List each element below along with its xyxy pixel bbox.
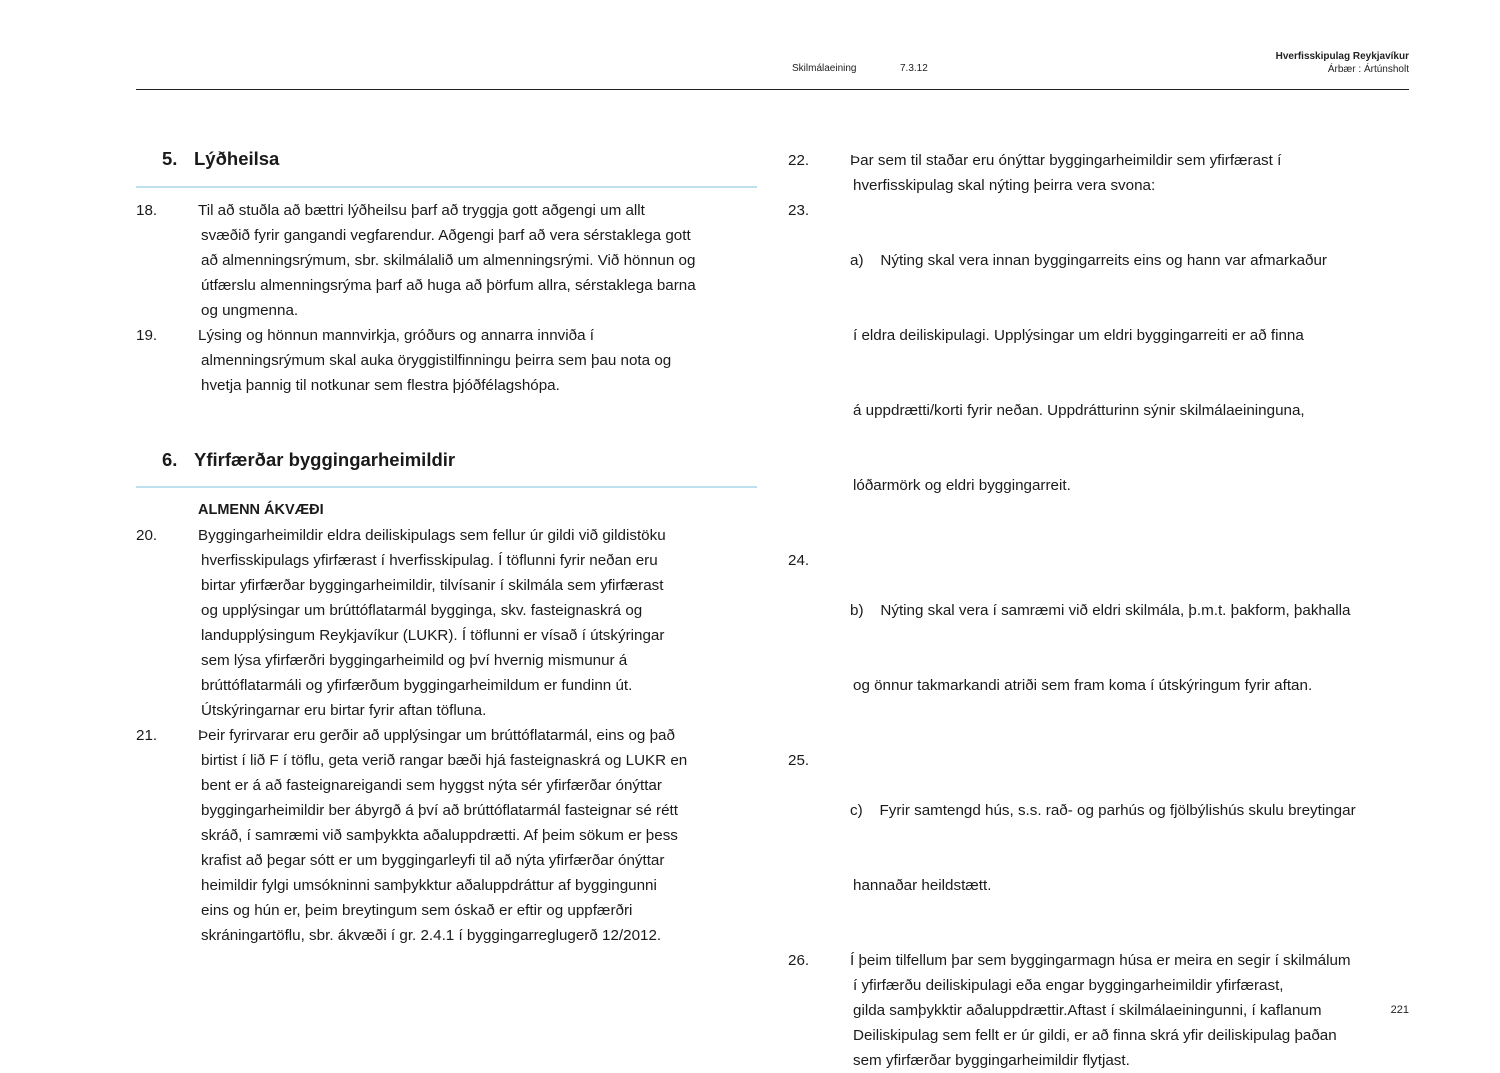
item-text-line: Þar sem til staðar eru ónýttar byggingarheimildir sem yfirfærast í <box>850 152 1282 169</box>
section-5-items <box>136 198 776 398</box>
item-text-line: svæðið fyrir gangandi vegfarendur. Aðgengi þarf að vera sérstaklega gott <box>201 227 691 244</box>
item-text-line: sem lýsa yfirfærðri byggingarheimild og því hvernig mismunur á <box>201 652 628 669</box>
item-text-line: c) Fyrir samtengd hús, s.s. rað- og parhús og fjölbýlishús skulu breytingar <box>850 802 1356 819</box>
item-text-line: Þeir fyrirvarar eru gerðir að upplýsingar um brúttóflatarmál, eins og það <box>198 727 675 744</box>
list-item-22 <box>788 148 1428 198</box>
item-text-line: birtar yfirfærðar byggingarheimildir, tilvísanir í skilmála sem yfirfærast <box>201 577 664 594</box>
item-text-line: hverfisskipulag skal nýting þeirra vera svona: <box>853 177 1156 194</box>
section-5-divider <box>136 186 757 188</box>
section-6-heading <box>162 449 455 471</box>
item-text-line: skráningartöflu, sbr. ákvæði í gr. 2.4.1 í byggingarreglugerð 12/2012. <box>201 927 662 944</box>
list-item-18 <box>136 198 776 323</box>
item-text-line: og ungmenna. <box>201 302 299 319</box>
section-6-number: 6. <box>162 449 178 470</box>
item-number: 25. <box>788 752 810 769</box>
list-item-19 <box>136 323 776 398</box>
list-item-25 <box>788 748 1428 948</box>
list-item-21 <box>136 723 776 948</box>
item-text-line: landupplýsingum Reykjavíkur (LUKR). Í töflunni er vísað í útskýringar <box>201 627 665 644</box>
item-text-line: í yfirfærðu deiliskipulagi eða engar byggingarheimildir yfirfærast, <box>853 977 1284 994</box>
list-item-26 <box>788 948 1428 1073</box>
item-number: 18. <box>136 202 158 219</box>
item-text-line: og önnur takmarkandi atriði sem fram koma í útskýringum fyrir aftan. <box>853 677 1313 694</box>
list-item-23 <box>788 198 1428 548</box>
item-text-line: Byggingarheimildir eldra deiliskipulags sem fellur úr gildi við gildistöku <box>198 527 666 544</box>
header-unit-label: Skilmálaeining <box>792 63 857 74</box>
section-6-divider <box>136 486 757 488</box>
item-text-line: á uppdrætti/korti fyrir neðan. Uppdrátturinn sýnir skilmálaeininguna, <box>853 402 1305 419</box>
right-column-items <box>788 148 1428 1073</box>
item-text-line: birtist í lið F í töflu, geta verið rangar bæði hjá fasteignaskrá og LUKR en <box>201 752 688 769</box>
item-text-line: Útskýringarnar eru birtar fyrir aftan töfluna. <box>201 702 487 719</box>
item-text-line: Lýsing og hönnun mannvirkja, gróðurs og annarra innviða í <box>198 327 594 344</box>
item-text-line: bent er á að fasteignareigandi sem hyggst nýta sér yfirfærðar ónýttar <box>201 777 662 794</box>
item-text-line: lóðarmörk og eldri byggingarreit. <box>853 477 1071 494</box>
subheading-general-provisions: ALMENN ÁKVÆÐI <box>198 502 324 518</box>
item-text-line: að almenningsrýmum, sbr. skilmálalið um almenningsrými. Við hönnun og <box>201 252 696 269</box>
section-5-title: Lýðheilsa <box>194 148 280 169</box>
item-text-line: hverfisskipulags yfirfærast í hverfisskipulag. Í töflunni fyrir neðan eru <box>201 552 658 569</box>
item-text-line: Í þeim tilfellum þar sem byggingarmagn húsa er meira en segir í skilmálum <box>850 952 1351 969</box>
header-document-title <box>1276 50 1409 76</box>
page-number: 221 <box>1390 1004 1409 1016</box>
item-text-line: og upplýsingar um brúttóflatarmál bygginga, skv. fasteignaskrá og <box>201 602 643 619</box>
item-text-line: Til að stuðla að bættri lýðheilsu þarf að tryggja gott aðgengi um allt <box>198 202 645 219</box>
item-text-line: hvetja þannig til notkunar sem flestra þjóðfélagshópa. <box>201 377 560 394</box>
item-text-line: sem yfirfærðar byggingarheimildir flytjast. <box>853 1052 1130 1069</box>
item-text-line: byggingarheimildir ber ábyrgð á því að brúttóflatarmál fasteignar sé rétt <box>201 802 678 819</box>
item-text-line: skráð, í samræmi við samþykkta aðaluppdrætti. Af þeim sökum er þess <box>201 827 678 844</box>
item-number: 22. <box>788 152 810 169</box>
item-text-line: brúttóflatarmáli og yfirfærðum byggingarheimildum er fundinn út. <box>201 677 633 694</box>
item-number: 20. <box>136 527 158 544</box>
item-text-line: heimildir fylgi umsókninni samþykktur aðaluppdráttur af byggingunni <box>201 877 657 894</box>
item-text-line: a) Nýting skal vera innan byggingarreits eins og hann var afmarkaður <box>850 252 1327 269</box>
list-item-24 <box>788 548 1428 748</box>
item-text-line: eins og hún er, þeim breytingum sem óskað er eftir og uppfærðri <box>201 902 633 919</box>
item-number: 26. <box>788 952 810 969</box>
section-6-items <box>136 498 776 948</box>
item-text-line: í eldra deiliskipulagi. Upplýsingar um eldri byggingarreiti er að finna <box>853 327 1304 344</box>
item-text-line: b) Nýting skal vera í samræmi við eldri skilmála, þ.m.t. þakform, þakhalla <box>850 602 1351 619</box>
item-number: 23. <box>788 202 810 219</box>
section-6-title: Yfirfærðar byggingarheimildir <box>194 449 456 470</box>
item-text-line: krafist að þegar sótt er um byggingarleyfi til að nýta yfirfærðar ónýttar <box>201 852 665 869</box>
list-item-20 <box>136 523 776 723</box>
section-5-number: 5. <box>162 148 178 169</box>
item-text-line: almenningsrýmum skal auka öryggistilfinningu þeirra sem þau nota og <box>201 352 672 369</box>
item-number: 21. <box>136 727 158 744</box>
header-divider <box>136 89 1409 90</box>
item-text-line: hannaðar heildstætt. <box>853 877 992 894</box>
section-5-heading <box>162 148 279 170</box>
item-text-line: Deiliskipulag sem fellt er úr gildi, er að finna skrá yfir deiliskipulag þaðan <box>853 1027 1337 1044</box>
header-title: Hverfisskipulag Reykjavíkur <box>1275 51 1409 62</box>
header-unit-number: 7.3.12 <box>900 63 928 74</box>
item-text-line: útfærslu almenningsrýma þarf að huga að þörfum allra, sérstaklega barna <box>201 277 696 294</box>
header-subtitle: Árbær : Ártúnsholt <box>1327 64 1409 75</box>
item-number: 24. <box>788 552 810 569</box>
item-text-line: gilda samþykktir aðaluppdrættir.Aftast í skilmálaeiningunni, í kaflanum <box>853 1002 1322 1019</box>
item-number: 19. <box>136 327 158 344</box>
